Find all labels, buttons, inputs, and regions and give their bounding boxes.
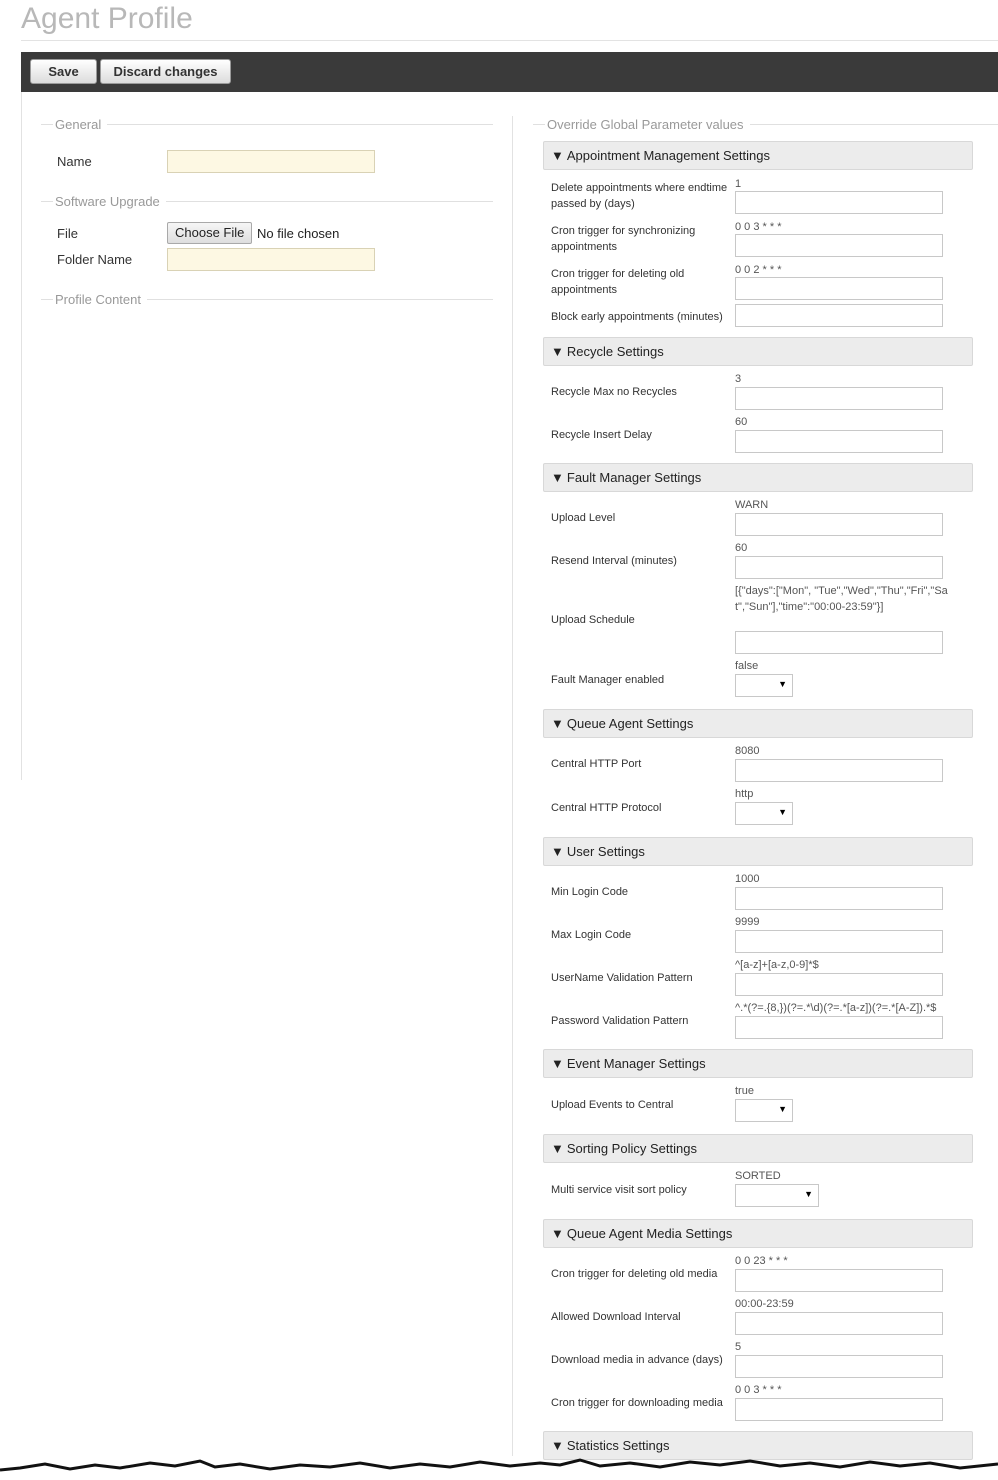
folder-name-label: Folder Name	[57, 252, 133, 267]
torn-edge	[0, 1452, 998, 1480]
max-login-code-label: Max Login Code	[551, 929, 632, 941]
recycle-max-label: Recycle Max no Recycles	[551, 386, 677, 398]
user-settings-header[interactable]: ▼ User Settings	[543, 837, 973, 866]
recycle-max-value: 3	[735, 373, 742, 385]
recycle-delay-value: 60	[735, 416, 748, 428]
resend-interval-input[interactable]	[735, 556, 943, 579]
name-input[interactable]	[167, 150, 375, 173]
appointment-settings-header[interactable]: ▼ Appointment Management Settings	[543, 141, 973, 170]
central-http-port-label: Central HTTP Port	[551, 758, 642, 770]
collapse-triangle-icon: ▼	[551, 1226, 564, 1241]
discard-changes-button[interactable]: Discard changes	[100, 59, 231, 84]
cron-sync-input[interactable]	[735, 234, 943, 257]
download-advance-input[interactable]	[735, 1355, 943, 1378]
cron-delete-media-value: 0 0 23 * * *	[735, 1255, 788, 1267]
central-http-port-value: 8080	[735, 745, 760, 757]
cron-download-media-input[interactable]	[735, 1398, 943, 1421]
save-button[interactable]: Save	[30, 59, 97, 84]
resend-interval-value: 60	[735, 542, 748, 554]
download-advance-value: 5	[735, 1341, 742, 1353]
recycle-settings-header[interactable]: ▼ Recycle Settings	[543, 337, 973, 366]
cron-delete-media-input[interactable]	[735, 1269, 943, 1292]
download-advance-label: Download media in advance (days)	[551, 1354, 723, 1366]
upload-level-label: Upload Level	[551, 512, 616, 524]
dropdown-arrow-icon: ▼	[778, 679, 787, 689]
collapse-triangle-icon: ▼	[551, 844, 564, 859]
download-interval-value: 00:00-23:59	[735, 1298, 794, 1310]
collapse-triangle-icon: ▼	[551, 716, 564, 731]
central-http-port-input[interactable]	[735, 759, 943, 782]
collapse-triangle-icon: ▼	[551, 344, 564, 359]
max-login-code-input[interactable]	[735, 930, 943, 953]
password-pattern-input[interactable]	[735, 1016, 943, 1039]
sort-policy-label: Multi service visit sort policy	[551, 1184, 687, 1196]
cron-delete-label: Cron trigger for deleting old appointments	[551, 268, 685, 296]
no-file-chosen-text: No file chosen	[257, 226, 340, 241]
choose-file-button[interactable]: Choose File	[167, 222, 252, 244]
upload-events-label: Upload Events to Central	[551, 1099, 674, 1111]
username-pattern-value: ^[a-z]+[a-z,0-9]*$	[735, 959, 819, 971]
password-pattern-label: Password Validation Pattern	[551, 1015, 689, 1027]
recycle-delay-label: Recycle Insert Delay	[551, 429, 652, 441]
upload-level-value: WARN	[735, 499, 769, 511]
dropdown-arrow-icon: ▼	[804, 1189, 813, 1199]
cron-download-media-value: 0 0 3 * * *	[735, 1384, 782, 1396]
upload-schedule-input[interactable]	[735, 631, 943, 654]
software-upgrade-legend: Software Upgrade	[41, 194, 493, 208]
recycle-delay-input[interactable]	[735, 430, 943, 453]
fault-manager-enabled-value: false	[735, 660, 759, 672]
download-interval-input[interactable]	[735, 1312, 943, 1335]
resend-interval-label: Resend Interval (minutes)	[551, 555, 677, 567]
central-http-protocol-label: Central HTTP Protocol	[551, 802, 662, 814]
cron-sync-value: 0 0 3 * * *	[735, 221, 782, 233]
cron-delete-media-label: Cron trigger for deleting old media	[551, 1268, 718, 1280]
min-login-code-label: Min Login Code	[551, 886, 629, 898]
column-divider	[512, 116, 513, 1456]
queue-agent-settings-header[interactable]: ▼ Queue Agent Settings	[543, 709, 973, 738]
block-early-label: Block early appointments (minutes)	[551, 311, 723, 323]
delete-appointments-value: 1	[735, 178, 742, 190]
block-early-input[interactable]	[735, 304, 943, 327]
collapse-triangle-icon: ▼	[551, 470, 564, 485]
sorting-policy-settings-header[interactable]: ▼ Sorting Policy Settings	[543, 1134, 973, 1163]
fault-manager-settings-header[interactable]: ▼ Fault Manager Settings	[543, 463, 973, 492]
title-divider	[21, 40, 998, 41]
media-settings-header[interactable]: ▼ Queue Agent Media Settings	[543, 1219, 973, 1248]
general-legend: General	[41, 117, 493, 131]
cron-delete-value: 0 0 2 * * *	[735, 264, 782, 276]
username-pattern-input[interactable]	[735, 973, 943, 996]
event-manager-settings-header[interactable]: ▼ Event Manager Settings	[543, 1049, 973, 1078]
cron-delete-input[interactable]	[735, 277, 943, 300]
upload-schedule-value: [{"days":["Mon", "Tue","Wed","Thu","Fri","Sat","Sun"],"time":"00:00-23:59"}]	[735, 585, 948, 613]
statistics-settings-header[interactable]: ▼ Statistics Settings	[543, 1431, 973, 1460]
delete-appointments-label: Delete appointments where endtime passed by (days)	[551, 182, 728, 210]
file-label: File	[57, 226, 78, 241]
collapse-triangle-icon: ▼	[551, 148, 564, 163]
min-login-code-value: 1000	[735, 873, 760, 885]
fault-manager-enabled-select[interactable]	[735, 674, 793, 697]
cron-sync-label: Cron trigger for synchronizing appointments	[551, 225, 696, 253]
upload-level-input[interactable]	[735, 513, 943, 536]
sort-policy-value: SORTED	[735, 1170, 781, 1182]
dropdown-arrow-icon: ▼	[778, 1104, 787, 1114]
recycle-max-input[interactable]	[735, 387, 943, 410]
upload-schedule-label: Upload Schedule	[551, 614, 635, 626]
sort-policy-select[interactable]	[735, 1184, 819, 1207]
central-http-protocol-value: http	[735, 788, 754, 800]
profile-content-legend: Profile Content	[41, 292, 493, 306]
upload-events-value: true	[735, 1085, 754, 1097]
username-pattern-label: UserName Validation Pattern	[551, 972, 693, 984]
page-title: Agent Profile	[21, 2, 193, 35]
upload-events-select[interactable]	[735, 1099, 793, 1122]
toolbar	[21, 52, 998, 92]
dropdown-arrow-icon: ▼	[778, 807, 787, 817]
left-panel-border	[21, 92, 22, 780]
delete-appointments-input[interactable]	[735, 191, 943, 214]
collapse-triangle-icon: ▼	[551, 1438, 564, 1453]
max-login-code-value: 9999	[735, 916, 760, 928]
password-pattern-value: ^.*(?=.{8,})(?=.*\d)(?=.*[a-z])(?=.*[A-Z]).*$	[735, 1002, 937, 1014]
folder-name-input[interactable]	[167, 248, 375, 271]
min-login-code-input[interactable]	[735, 887, 943, 910]
collapse-triangle-icon: ▼	[551, 1056, 564, 1071]
download-interval-label: Allowed Download Interval	[551, 1311, 681, 1323]
collapse-triangle-icon: ▼	[551, 1141, 564, 1156]
fault-manager-enabled-label: Fault Manager enabled	[551, 674, 665, 686]
central-http-protocol-select[interactable]	[735, 802, 793, 825]
name-label: Name	[57, 154, 92, 169]
override-legend: Override Global Parameter values	[533, 117, 998, 131]
cron-download-media-label: Cron trigger for downloading media	[551, 1397, 723, 1409]
